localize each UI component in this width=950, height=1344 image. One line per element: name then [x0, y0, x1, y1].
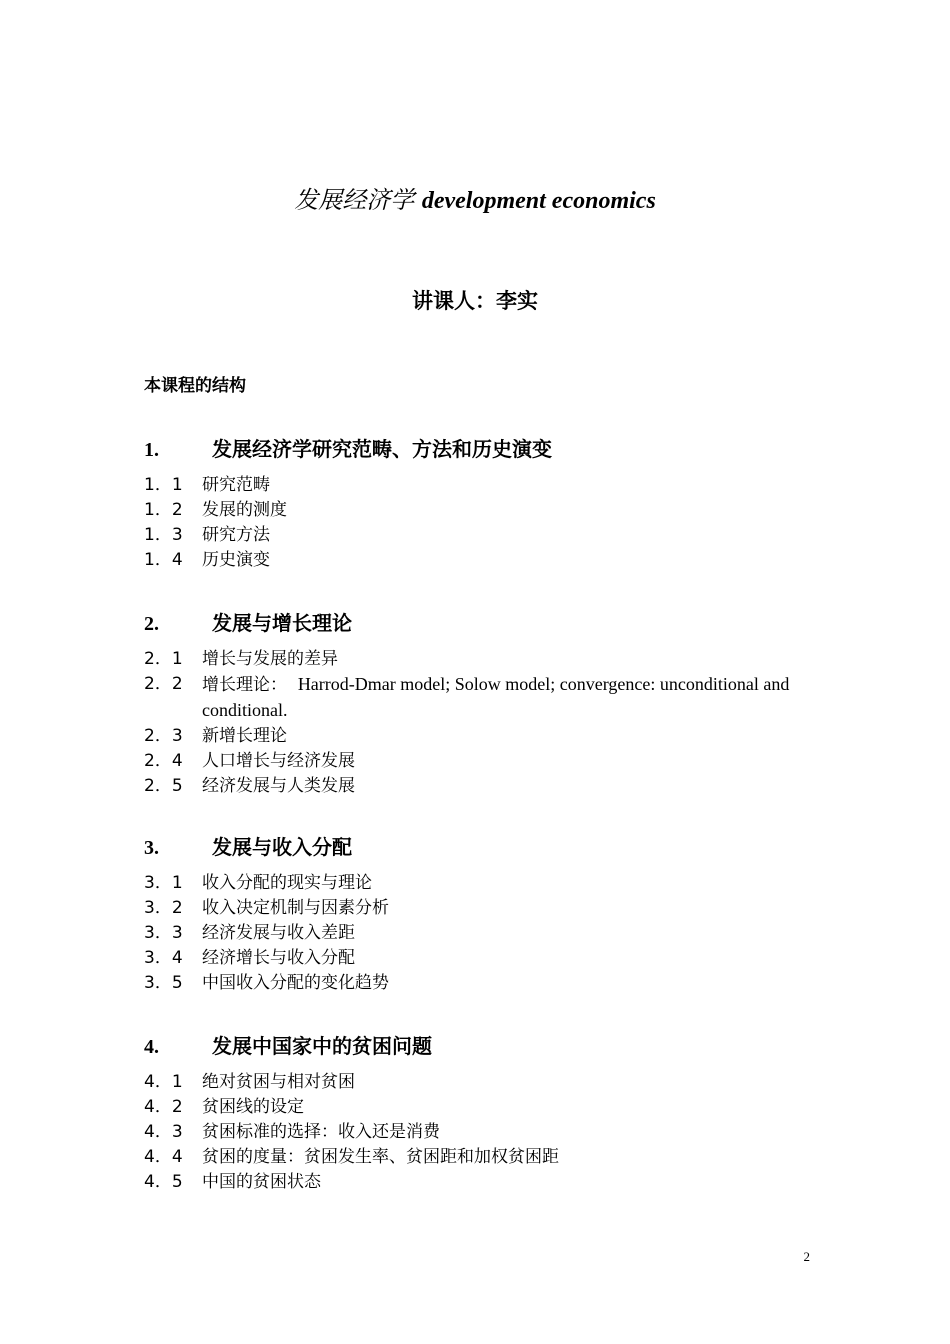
- section-2: [144, 608, 814, 799]
- item-text: 经济发展与人类发展: [202, 776, 355, 796]
- section-heading: [144, 1031, 814, 1061]
- item-number: 2．1: [144, 649, 183, 669]
- item-number: 2．3: [144, 726, 183, 746]
- item-text: 经济发展与收入差距: [202, 923, 355, 943]
- section-4: [144, 1031, 814, 1195]
- list-item: [144, 473, 814, 498]
- item-text: 中国收入分配的变化趋势: [202, 973, 389, 993]
- title-english: development economics: [421, 188, 656, 214]
- page-number: 2: [803, 1249, 810, 1264]
- list-item: [144, 871, 814, 896]
- list-item: [144, 1095, 814, 1120]
- list-item: [144, 548, 814, 573]
- item-text-cn: 增长理论：: [202, 675, 287, 695]
- item-number: 4．5: [144, 1172, 183, 1192]
- item-text: 贫困的度量：贫困发生率、贫困距和加权贫困距: [202, 1147, 559, 1167]
- item-number: 2．5: [144, 776, 183, 796]
- item-number: 4．1: [144, 1072, 183, 1092]
- section-items: [144, 871, 814, 996]
- section-heading: [144, 608, 814, 638]
- section-items: [144, 647, 814, 799]
- section-items: [144, 473, 814, 573]
- lecturer-line: 讲课人：李实: [412, 289, 538, 313]
- section-1: [144, 434, 814, 573]
- list-item: [144, 672, 814, 724]
- item-text: 收入决定机制与因素分析: [202, 898, 389, 918]
- item-text: 人口增长与经济发展: [202, 751, 355, 771]
- item-number: 1．3: [144, 525, 183, 545]
- section-title: 发展与收入分配: [212, 835, 352, 859]
- item-number: 1．1: [144, 475, 183, 495]
- document-title: [0, 184, 950, 217]
- section-items: [144, 1070, 814, 1195]
- list-item: [144, 946, 814, 971]
- list-item: [144, 921, 814, 946]
- item-number: 2．4: [144, 751, 183, 771]
- section-title: 发展与增长理论: [212, 611, 352, 635]
- item-text: 经济增长与收入分配: [202, 948, 355, 968]
- item-number: 3．3: [144, 923, 183, 943]
- item-text: [202, 672, 814, 724]
- item-text: 贫困标准的选择：收入还是消费: [202, 1122, 440, 1142]
- list-item: [144, 523, 814, 548]
- item-number: 1．2: [144, 500, 183, 520]
- section-heading: [144, 832, 814, 862]
- list-item: [144, 724, 814, 749]
- section-3: [144, 832, 814, 996]
- list-item: [144, 1120, 814, 1145]
- item-number: 3．5: [144, 973, 183, 993]
- section-heading: [144, 434, 814, 464]
- list-item: [144, 896, 814, 921]
- section-number: 3.: [144, 837, 159, 859]
- list-item: [144, 774, 814, 799]
- item-text: 增长与发展的差异: [202, 649, 338, 669]
- list-item: [144, 971, 814, 996]
- item-number: 3．1: [144, 873, 183, 893]
- item-number: 2．2: [144, 674, 183, 694]
- item-text: 收入分配的现实与理论: [202, 873, 372, 893]
- item-number: 4．4: [144, 1147, 183, 1167]
- item-number: 4．2: [144, 1097, 183, 1117]
- item-text: 绝对贫困与相对贫困: [202, 1072, 355, 1092]
- item-text: 历史演变: [202, 550, 270, 570]
- list-item: [144, 498, 814, 523]
- list-item: [144, 1145, 814, 1170]
- list-item: [144, 647, 814, 672]
- item-text: 研究方法: [202, 525, 270, 545]
- list-item: [144, 1070, 814, 1095]
- item-number: 3．4: [144, 948, 183, 968]
- item-text: 新增长理论: [202, 726, 287, 746]
- section-number: 1.: [144, 439, 159, 461]
- item-number: 4．3: [144, 1122, 183, 1142]
- section-number: 4.: [144, 1036, 159, 1058]
- course-structure-label: 本课程的结构: [144, 376, 246, 396]
- title-chinese: 发展经济学: [294, 186, 415, 214]
- section-number: 2.: [144, 613, 159, 635]
- section-title: 发展中国家中的贫困问题: [212, 1034, 432, 1058]
- section-title: 发展经济学研究范畴、方法和历史演变: [212, 437, 552, 461]
- item-text: 贫困线的设定: [202, 1097, 304, 1117]
- item-number: 3．2: [144, 898, 183, 918]
- list-item: [144, 1170, 814, 1195]
- list-item: [144, 749, 814, 774]
- item-text: 发展的测度: [202, 500, 287, 520]
- item-text: 研究范畴: [202, 475, 270, 495]
- item-text: 中国的贫困状态: [202, 1172, 321, 1192]
- item-number: 1．4: [144, 550, 183, 570]
- item-text-en: Harrod-Dmar model; Solow model; convergence: unconditional and conditional.: [202, 674, 790, 720]
